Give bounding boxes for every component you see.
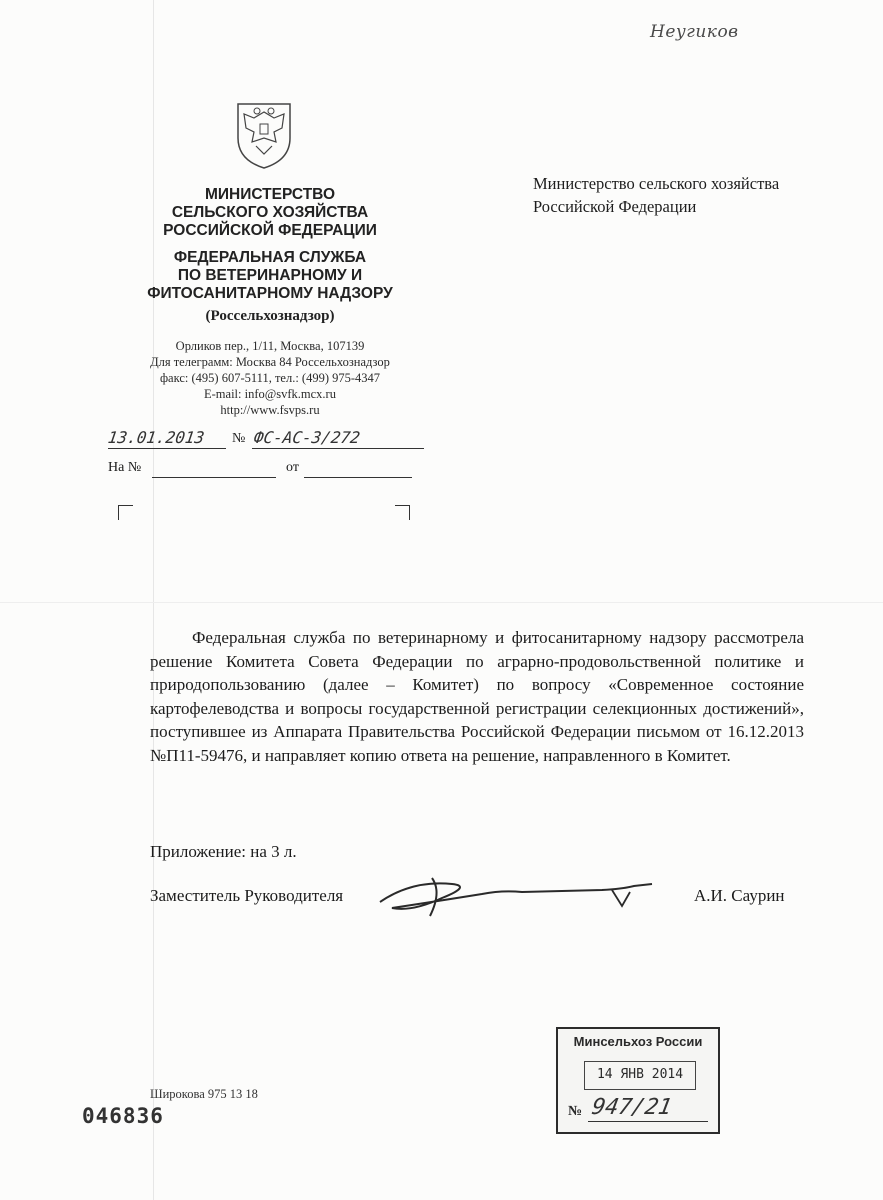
- registration-date-underline: [108, 448, 226, 449]
- fold-line-vertical: [153, 0, 154, 1200]
- reference-number-label: На №: [108, 460, 142, 475]
- contact-phone: факс: (495) 607-5111, тел.: (499) 975-4347: [159, 371, 381, 385]
- registration-date: 13.01.2013: [106, 428, 206, 447]
- letterhead-contacts: [120, 338, 420, 418]
- stamp-date-box: [584, 1061, 696, 1090]
- registration-number-underline: [252, 448, 424, 449]
- letterhead-ministry: [120, 186, 420, 240]
- handwritten-signature-icon: [372, 872, 672, 922]
- reference-from-label: от: [286, 460, 299, 475]
- contact-address: Орликов пер., 1/11, Москва, 107139: [175, 339, 365, 353]
- reference-date-blank: [304, 477, 412, 478]
- stamp-number-underline: [588, 1121, 708, 1122]
- reference-number-blank: [152, 477, 276, 478]
- letterhead-line: МИНИСТЕРСТВО: [204, 186, 336, 203]
- document-code: 046836: [82, 1104, 164, 1128]
- letterhead-line: ПО ВЕТЕРИНАРНОМУ И: [177, 267, 363, 284]
- signatory-name: А.И. Саурин: [694, 886, 785, 905]
- letterhead-line: ФИТОСАНИТАРНОМУ НАДЗОРУ: [147, 285, 393, 302]
- coat-of-arms-emblem-icon: [232, 98, 296, 170]
- contact-website: http://www.fsvps.ru: [220, 403, 320, 417]
- addressee-line: Российской Федерации: [533, 197, 697, 216]
- subject-corner-right: [395, 505, 410, 520]
- addressee-line: Министерство сельского хозяйства: [533, 174, 780, 193]
- stamp-organization: Минсельхоз России: [573, 1034, 703, 1049]
- subject-corner-left: [118, 505, 133, 520]
- stamp-number-label: №: [568, 1104, 583, 1119]
- letterhead-line: РОССИЙСКОЙ ФЕДЕРАЦИИ: [163, 222, 377, 239]
- stamp-number: 947/21: [589, 1095, 674, 1120]
- registration-row: [108, 428, 428, 452]
- registration-number: ФС-АС-3/272: [252, 428, 362, 447]
- handwritten-note: Неугиков: [650, 22, 739, 42]
- contact-telegram: Для телеграмм: Москва 84 Россельхознадзор: [150, 355, 390, 369]
- signatory-title: Заместитель Руководителя: [150, 886, 344, 905]
- addressee-block: [533, 172, 779, 218]
- letterhead-service: [120, 249, 420, 303]
- reference-row: [108, 460, 428, 484]
- letter-body: Федеральная служба по ветеринарному и фитосанитарному надзору рассмотрела решение Комитета Совета Федерации по аграрно-продовольственной политике и природопользованию (далее – Комитет) по вопросу «Современное состояние картофелеводства и вопросы государственной регистрации селекционных достижений», поступившее из Аппарата Правительства Российской Федерации письмом от 16.12.2013 №П11-59476, и направляет копию ответа на решение, направленного в Комитет.: [150, 628, 804, 765]
- letterhead-line: ФЕДЕРАЛЬНАЯ СЛУЖБА: [173, 249, 367, 266]
- registration-number-label: №: [232, 431, 246, 446]
- contact-email: E-mail: info@svfk.mcx.ru: [204, 387, 336, 401]
- incoming-registration-stamp: [556, 1027, 720, 1134]
- fold-line-horizontal: [0, 602, 883, 603]
- attachment-note: Приложение: на 3 л.: [150, 842, 297, 861]
- stamp-date: 14 ЯНВ 2014: [596, 1067, 684, 1082]
- letterhead-short-name: (Россельхознадзор): [205, 308, 335, 324]
- executor-info: Широкова 975 13 18: [150, 1087, 258, 1101]
- letterhead-line: СЕЛЬСКОГО ХОЗЯЙСТВА: [171, 204, 369, 221]
